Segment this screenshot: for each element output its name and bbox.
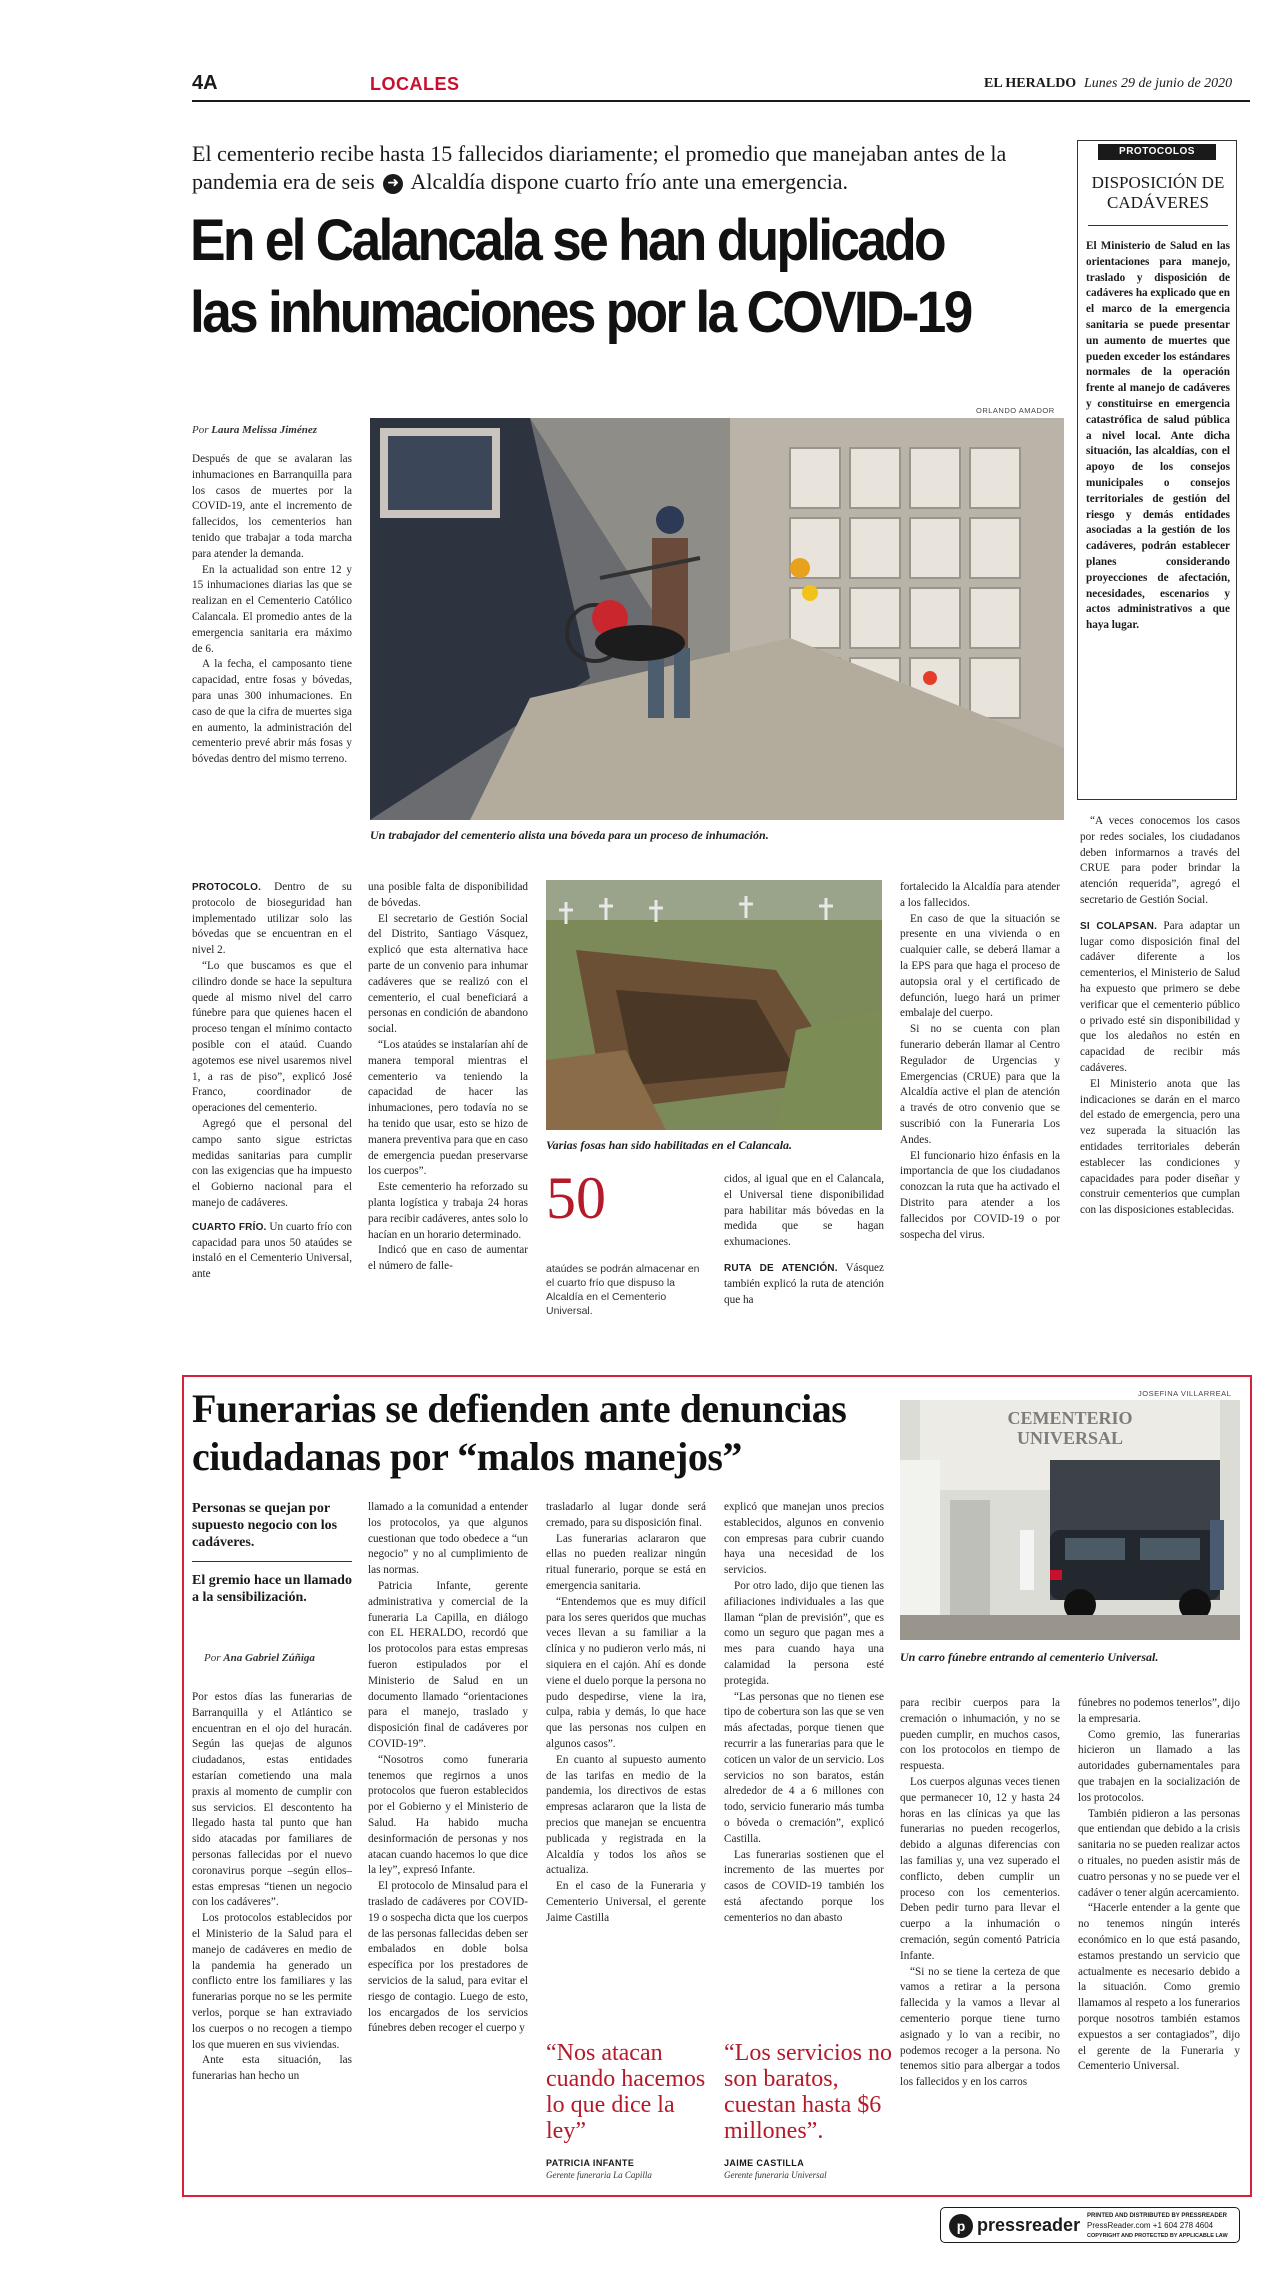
second-col-5 (900, 1696, 1060, 2190)
byline-author: Laura Melissa Jiménez (211, 424, 317, 436)
byline-prefix: Por (192, 424, 209, 436)
second-col4-p3: “Las personas que no tienen ese tipo de cobertura son las que se ven más afectadas, porque tienen que recurrir a las funerarias para que le coticen un valor de un servicio. Los servicios no son baratos, están alrededor de 4 a 6 millones con todo, servicio funerario más tumba o bóveda o cremación”, explicó Castilla. (724, 1690, 884, 1845)
kicker-ruta: RUTA DE ATENCIÓN. (724, 1262, 838, 1274)
pull-quote-2-role: Gerente funeraria Universal (724, 2170, 827, 2180)
sidebar-continued (1080, 814, 1240, 1350)
second-col6-p4: “Hacerle entender a la gente que no tenemos ningún interés económico en lo que está pasando, estamos prestando un servicio que actualmente es necesario debido a la situación. Como gremio llamamos al respeto a los funerarios porque nosotros también estamos expuestos a ser contagiados”, dijo el gerente de la Funeraria y Cementerio Universal. (1078, 1902, 1240, 2073)
pressreader-line-3: COPYRIGHT AND PROTECTED BY APPLICABLE LAW (1087, 2233, 1228, 2239)
pressreader-line-2: PressReader.com +1 604 278 4604 (1087, 2221, 1214, 2230)
second-col1-p2: Los protocolos establecidos por el Ministerio de la Salud para el manejo de cadáveres en medio de la pandemia ha generado un conflicto entre los familiares y las funerarias porque no se les permite verlos, porque se han extraviado los cuerpos o no recogen a tiempo los que mueren en sus viviendas. (192, 1912, 352, 2051)
lower-col-2 (368, 880, 528, 1350)
main-photo (370, 418, 1064, 820)
pressreader-logo-icon: p (949, 2214, 973, 2238)
lower-col1-tail: Un cuarto frío con capacidad para unos 50 ataúdes se instaló en el Cementerio Universal, ante (192, 1220, 352, 1281)
lower-col2-p3: “Los ataúdes se instalarían ahí de manera temporal mientras el cementerio va teniendo la capacidad de hacer las inhumaciones, pero todavía no se ha tenido que usar, esto se hizo de manera preventiva para que en caso de emergencia puedan preservarse los cuerpos”. (368, 1038, 528, 1178)
second-col4-p4: Las funerarias sostienen que el incremento de las muertes por casos de COVID-19 también los está afectando porque los cementerios no dan abasto (724, 1848, 884, 1924)
lower-col4-tail: Vásquez también explicó la ruta de atención que ha (724, 1261, 884, 1306)
second-headline-line-1: Funerarias se defienden ante denuncias (192, 1386, 847, 1431)
second-byline-author: Ana Gabriel Zúñiga (223, 1652, 315, 1664)
second-col3-p4: En cuanto al supuesto aumento de las tarifas en medio de la pandemia, los directivos de estas empresas aclararon que la lista de precios que manejan se encuentra publicada y registrada en la Alcaldía y todos los años se actualiza. (546, 1753, 706, 1877)
second-col-4 (724, 1500, 884, 2020)
lower-col5-p4: El funcionario hizo énfasis en la importancia de que los ciudadanos conozcan la ruta que ha activado el Distrito para atender a los fallecidos por COVID-19 o por sospecha del virus. (900, 1149, 1060, 1241)
second-col2-p2: Patricia Infante, gerente administrativa y comercial de la funeraria La Capilla, en diálogo con EL HERALDO, recordó que los protocolos para estas empresas fueron estipulados por el Ministerio de Salud en un documento llamado “orientaciones para el manejo, traslado y disposición final de cadáveres por COVID-19”. (368, 1579, 528, 1750)
second-byline-prefix: Por (204, 1652, 221, 1664)
header-rule (192, 100, 1250, 102)
kicker-cuarto-frio: CUARTO FRÍO. (192, 1221, 267, 1233)
lower-col1-p3: Agregó que el personal del campo santo sigue estrictas medidas sanitarias para cumplir con las exigencias que ha impuesto el Gobierno nacional para el manejo de cadáveres. (192, 1117, 352, 1209)
second-col6-p3: También pidieron a las personas que entiendan que debido a la crisis sanitaria no se pueden realizar actos o rituales, no pueden asistir más de cuatro personas y no se puede ver el cadáver o tener algún acercamiento. (1078, 1807, 1240, 1899)
section-name: LOCALES (370, 74, 460, 94)
main-col1-p2: En la actualidad son entre 12 y 15 inhumaciones diarias las que se realizan en el Cementerio Católico Calancala. El promedio antes de la emergencia sanitaria era máximo de 6. (192, 563, 352, 655)
page-number: 4A (192, 72, 218, 94)
deck-secondary: Alcaldía dispone cuarto frío ante una emergencia. (410, 169, 849, 194)
graves-photo-caption: Varias fosas han sido habilitadas en el Calancala. (546, 1138, 793, 1152)
photo-sign-line-2: UNIVERSAL (1016, 1428, 1124, 1448)
second-photo-credit: JOSEFINA VILLARREAL (1138, 1389, 1232, 1398)
graves-photo (546, 880, 882, 1130)
second-col5-p1: para recibir cuerpos para la cremación o inhumación, y no se pueden cumplir, en muchos casos, con los protocolos en tiempo de respuesta. (900, 1697, 1060, 1773)
deck-text: El cementerio recibe hasta 15 fallecidos diariamente; el promedio que manejaban antes de la pandemia era de seis (192, 141, 1007, 194)
second-col6-p1: fúnebres no podemos tenerlos”, dijo la empresaria. (1078, 1697, 1240, 1725)
lower-col4-p1: cidos, al igual que en el Calancala, el Universal tiene disponibilidad para habilitar más bóvedas en la medida que se hagan exhumaciones. (724, 1173, 884, 1249)
sidebar-box (1077, 140, 1237, 800)
second-col5-p2: Los cuerpos algunas veces tienen que permanecer 10, 12 y hasta 24 horas en las clínicas ya que las funerarias no pueden recogerlos, debido a algunas diferencias con las familias y, una vez superado el conflicto, deben cumplir un proceso con los cementerios. Deben pedir turno para llevar el cuerpo a la inhumación o cremación, según comentó Patricia Infante. (900, 1775, 1060, 1962)
sidebar-kicker-text: Para adaptar un lugar como disposición final del cadáver diferente a los cementerios, el Ministerio de Salud ha expuesto que primero se debe verificar que el cementerio público o privado esté sin disponibilidad y que los aledaños no estén en capacidad de recibir más cadáveres. (1080, 919, 1240, 1074)
headline-line-1: En el Calancala se han duplicado (190, 208, 944, 273)
cemetery-worker-image (370, 418, 1064, 820)
stat-text: ataúdes se podrán almacenar en el cuarto frío que dispuso la Alcaldía en el Cementerio Universal. (546, 1263, 700, 1317)
lower-col2-p4: Este cementerio ha reforzado su planta logística y trabaja 24 horas para recibir cadáveres, antes solo lo hacían en un horario determinado. (368, 1181, 528, 1241)
sidebar-tail: El Ministerio anota que las indicaciones se darán en el marco del estado de emergencia, pero una vez superada la situación las entidades territoriales deberán establecer las condiciones y capacidades para poder diseñar y construir cementerios que cumplan con las disposiciones establecidas. (1080, 1077, 1240, 1217)
sidebar-title: DISPOSICIÓN DE CADÁVERES (1091, 173, 1225, 212)
second-col2-p3: “Nosotros como funeraria tenemos que regirnos a unos protocolos que fueron establecidos por el Gobierno y el Ministerio de Salud. Ha habido mucha desinformación de personas y nos atacan cuando hacemos lo que dice la ley”, expresó Infante. (368, 1753, 528, 1877)
lower-col2-p5: Indicó que en caso de aumentar el número de falle- (368, 1244, 528, 1273)
second-byline (204, 1652, 315, 1664)
main-headline (190, 205, 1018, 349)
lower-col-4 (724, 1172, 884, 1350)
second-col5-p3: “Si no se tiene la certeza de que vamos a retirar a la persona fallecida y la vamos a llevar al cementerio porque tiene turno asignado y lo van a recibir, no podemos recoger a la persona. No tenemos sitio para albergar a todos los fallecidos y en los carros (900, 1965, 1060, 2089)
stat-number: 50 (546, 1165, 606, 1231)
headline-line-2: las inhumaciones por la COVID-19 (190, 280, 971, 345)
second-col4-p2: Por otro lado, dijo que tienen las afiliaciones individuales a las que llaman “plan de previsión”, que es como un seguro que pagan mes a mes para cuando haya una calamidad la persona esté protegida. (724, 1579, 884, 1687)
pressreader-badge[interactable] (940, 2207, 1240, 2243)
open-graves-image (546, 880, 882, 1130)
second-col2-p1: llamado a la comunidad a entender los protocolos, ya que algunos cuestionan que todo obedece a “un negocio” y no al cumplimiento de las normas. (368, 1501, 528, 1577)
second-col2-p4: El protocolo de Minsalud para el traslado de cadáveres por COVID-19 o sospecha dicta que los cuerpos de las personas fallecidas deben ser embalados en doble bolsa específica por los prestadores de servicios de la salud, para evitar el riesgo de contagio. Luego de esto, los encargados de los servicios fúnebres deben recoger el cuerpo y (368, 1880, 528, 2035)
kicker-si-colapsan: SI COLAPSAN. (1080, 920, 1158, 932)
pull-quote-1-name: PATRICIA INFANTE (546, 2158, 635, 2168)
sidebar-title-rule (1088, 225, 1228, 226)
lower-col1-p1: Dentro de su protocolo de bioseguridad han implementado utilizar solo las bóvedas que se encuentran en el nivel 2. (192, 881, 352, 957)
second-col1-p3: Ante esta situación, las funerarias han hecho un (192, 2054, 352, 2083)
lower-col2-p1: una posible falta de disponibilidad de bóvedas. (368, 881, 528, 909)
second-photo-caption: Un carro fúnebre entrando al cementerio Universal. (900, 1650, 1159, 1664)
second-col3-p5: En el caso de la Funeraria y Cementerio Universal, el gerente Jaime Castilla (546, 1880, 706, 1924)
hearse-image (900, 1400, 1240, 1640)
second-col6-p2: Como gremio, las funerarias hicieron un llamado a las autoridades gubernamentales para que trabajen en la socialización de los protocolos. (1078, 1728, 1240, 1804)
lower-col1-p2: “Lo que buscamos es que el cilindro donde se hace la sepultura quede al mismo nivel del carro fúnebre para que quienes hacen el proceso tengan el mínimo contacto posible con el ataúd. Cuando agotemos ese nivel usaremos nivel 1, a ras de piso”, explicó José Franco, coordinador de operaciones del cementerio. (192, 959, 352, 1115)
lower-col2-p2: El secretario de Gestión Social del Distrito, Santiago Vásquez, explicó que esta alternativa hace parte de un convenio para inhumar cadáveres que se realizó con el cementerio, el cual beneficiará a personas en condición de abandono social. (368, 912, 528, 1036)
second-col3-p3: “Entendemos que es muy difícil para los seres queridos que muchas veces llevan a su familiar a la clínica y no pudieron verlo más, ni siquiera en el cajón. Ahí es donde viene el duelo porque la persona no pudo despedirse, viene la ira, culpa, rabia y demás, lo que hace que las personas nos culpen en algunos casos”. (546, 1595, 706, 1750)
pressreader-line-1: PRINTED AND DISTRIBUTED BY PRESSREADER (1087, 2213, 1228, 2219)
main-col1-p1: Después de que se avalaran las inhumaciones en Barranquilla para los casos de muertes por la COVID-19, ante el incremento de fallecidos, los cementerios han tenido que trabajar a toda marcha para atender la demanda. (192, 453, 352, 560)
pull-quote-1-role: Gerente funeraria La Capilla (546, 2170, 652, 2180)
main-deck (192, 140, 1072, 196)
second-headline-line-2: ciudadanas por “malos manejos” (192, 1434, 742, 1479)
lower-col-5 (900, 880, 1060, 1350)
summary-block (192, 1500, 352, 1606)
photo-sign-line-1: CEMENTERIO (1007, 1408, 1133, 1428)
kicker-protocolo: PROTOCOLO. (192, 882, 262, 893)
second-col-1 (192, 1690, 352, 2190)
lower-col5-p3: Si no se cuenta con plan funerario deberán llamar al Centro Regulador de Urgencias y Emergencias (CRUE) para que la Alcaldía active el plan de atención a través de otro convenio que se suscribió con la Funeraria Los Andes. (900, 1023, 1060, 1146)
main-byline (192, 424, 317, 436)
summary-1: Personas se quejan por supuesto negocio con los cadáveres. (192, 1500, 352, 1562)
sidebar-col-p1: “A veces conocemos los casos por redes sociales, los ciudadanos deben informarnos a través del CRUE para poder brindar la atención requerida”, agregó el secretario de Gestión Social. (1080, 815, 1240, 906)
lower-col5-p2: En caso de que la situación se presente en una vivienda o en cualquier calle, se deberá llamar a la EPS para que haga el proceso de autopsia oral y el certificado de defunción, luego hará un primer embalaje del cuerpo. (900, 912, 1060, 1020)
main-photo-caption: Un trabajador del cementerio alista una bóveda para un proceso de inhumación. (370, 828, 769, 842)
newspaper-name: EL HERALDO (984, 76, 1077, 91)
pull-quote-1: “Nos atacan cuando hacemos lo que dice la ley” (546, 2040, 706, 2144)
sidebar-body: El Ministerio de Salud en las orientaciones para manejo, traslado y disposición de cadáveres ha explicado que en el marco de la emergencia sanitaria se puede presentar un aumento de muertes que pueden exceder los estándares normales de la operación frente al manejo de cadáveres y constituirse en emergencia catastrófica de salud pública a nivel local. Ante dicha situación, las alcaldías, con el apoyo de los consejos municipales o consejos territoriales de gestión del riesgo y demás entidades asociadas a la gestión de los cadáveres, podrán establecer planes considerando proyecciones de afectación, necesidades, escenarios y actos administrativos a que haya lugar. (1086, 240, 1230, 632)
main-photo-credit: ORLANDO AMADOR (976, 406, 1055, 415)
issue-date: Lunes 29 de junio de 2020 (1084, 76, 1233, 91)
second-col4-p1: explicó que manejan unos precios establecidos, algunos en convenio con empresas para cubrir cuando haya una necesidad de los servicios. (724, 1501, 884, 1577)
second-col-3 (546, 1500, 706, 2020)
summary-2: El gremio hace un llamado a la sensibilización. (192, 1573, 352, 1605)
main-col-1 (192, 452, 352, 872)
second-col3-p1: trasladarlo al lugar donde será cremado, para su disposición final. (546, 1501, 706, 1529)
lower-col-1 (192, 880, 352, 1350)
sidebar-label: PROTOCOLOS (1098, 144, 1216, 160)
second-headline (192, 1385, 912, 1481)
second-col1-p1: Por estos días las funerarias de Barranquilla y el Atlántico se encuentran en el ojo del huracán. Según las quejas de algunos ciudadanos, estas entidades estarían cometiendo una mala praxis al momento de cumplir con sus servicios. El descontento ha llegado hasta tal punto que han sido atacadas por familiares de personas fallecidas por el nuevo coronavirus porque –según ellos– estas empresas “tienen un negocio con los cadáveres”. (192, 1691, 352, 1909)
second-photo (900, 1400, 1240, 1640)
main-col1-p3: A la fecha, el camposanto tiene capacidad, entre fosas y bóvedas, para unas 300 inhumaciones. En caso de que la cifra de muertes siga en aumento, la administración del cementerio prevé abrir más fosas y bóvedas dentro del mismo terreno. (192, 658, 352, 766)
pull-quote-2: “Los servicios no son baratos, cuestan hasta $6 millones”. (724, 2040, 892, 2144)
lower-col5-p1: fortalecido la Alcaldía para atender a los fallecidos. (900, 881, 1060, 909)
second-col-2 (368, 1500, 528, 2190)
deck-arrow-icon: ➜ (383, 174, 403, 194)
second-col3-p2: Las funerarias aclararon que ellas no pueden realizar ningún ritual funerario, porque se está en emergencia sanitaria. (546, 1532, 706, 1592)
pressreader-brand: pressreader (977, 2215, 1081, 2235)
page-header (192, 72, 1250, 102)
pull-quote-2-name: JAIME CASTILLA (724, 2158, 805, 2168)
second-col-6 (1078, 1696, 1240, 2190)
